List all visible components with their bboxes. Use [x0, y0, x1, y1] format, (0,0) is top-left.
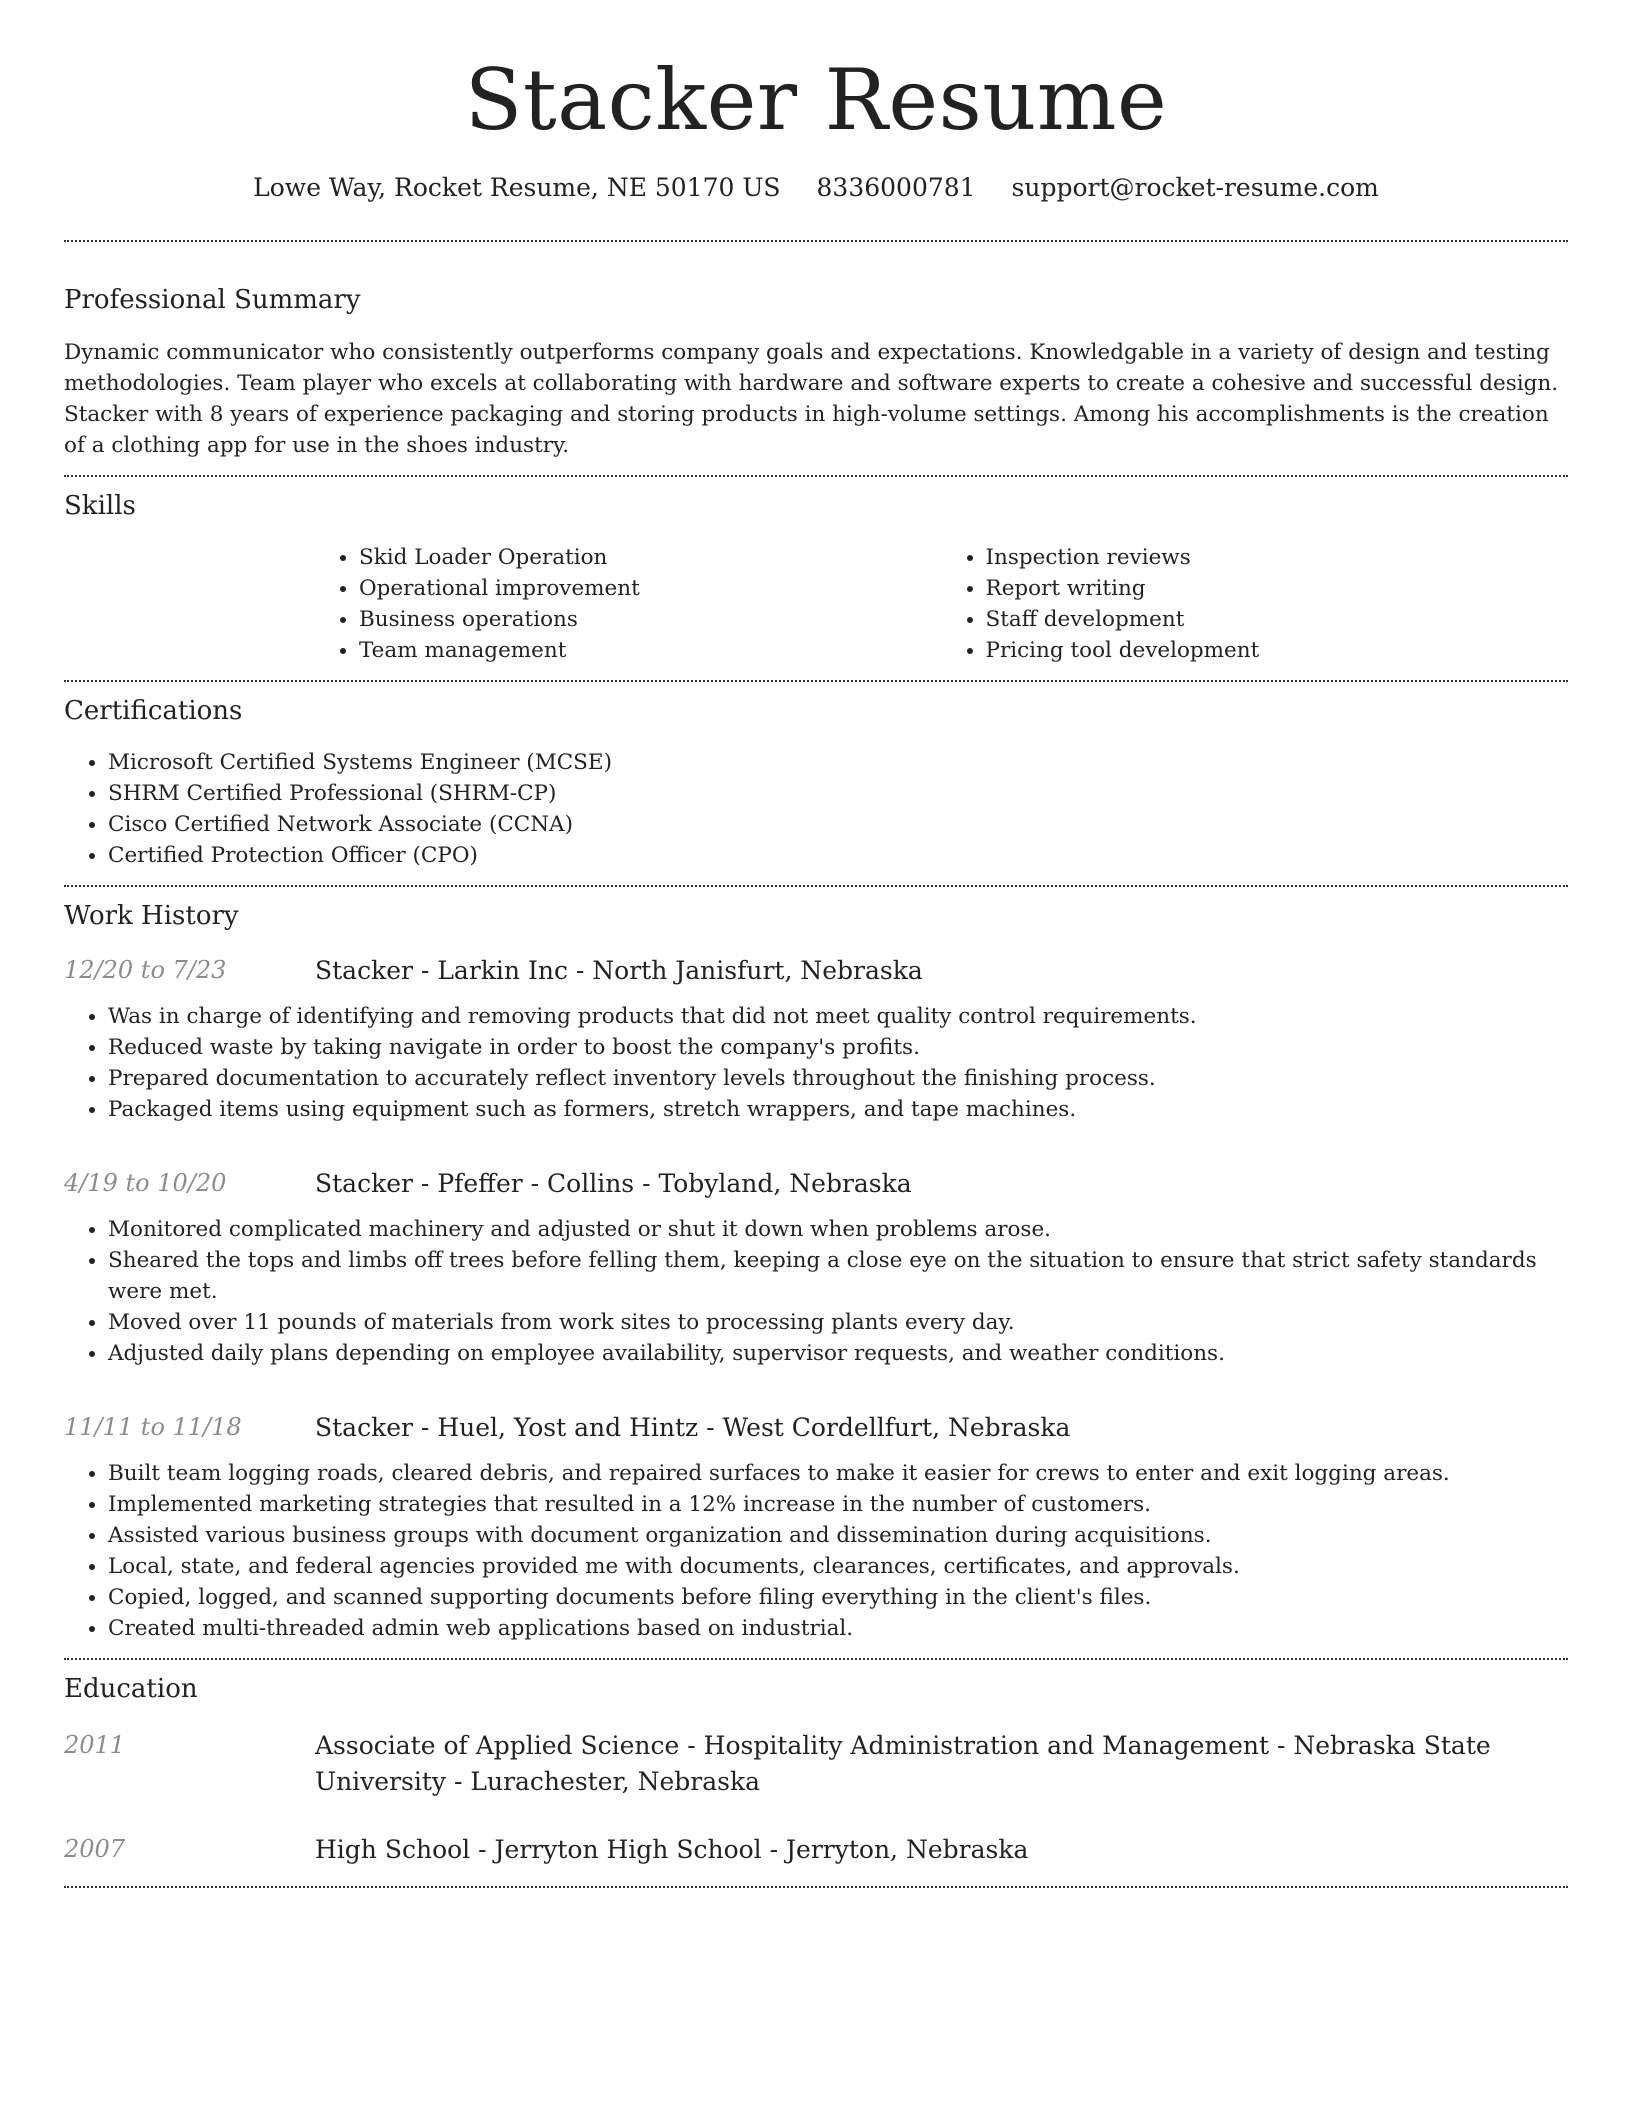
work-history-heading: Work History [64, 901, 239, 931]
list-item: • Sheared the tops and limbs off trees before felling them, keeping a close eye on the situation to ensure that strict safety standards were met. [108, 1245, 1568, 1307]
section-divider [64, 1658, 1568, 1660]
job-header [64, 1166, 1568, 1202]
list-item: • Staff development [986, 604, 1569, 635]
job-dates: 12/20 to 7/23 [64, 956, 227, 984]
job-dates: 4/19 to 10/20 [64, 1169, 227, 1197]
list-item: • Assisted various business groups with document organization and dissemination during acquisitions. [108, 1520, 1568, 1551]
education-year: 2011 [64, 1731, 126, 1759]
job-entry [64, 953, 1568, 1125]
contact-address: Lowe Way, Rocket Resume, NE 50170 US [253, 173, 781, 202]
job-dates: 11/11 to 11/18 [64, 1413, 242, 1441]
summary-heading: Professional Summary [64, 285, 361, 315]
certifications-heading: Certifications [64, 696, 243, 726]
education-entry [64, 1832, 1568, 1868]
list-item: • Monitored complicated machinery and adjusted or shut it down when problems arose. [108, 1214, 1568, 1245]
list-item: • Pricing tool development [986, 635, 1569, 666]
skills-list-left [315, 542, 942, 666]
job-title: Stacker - Pfeffer - Collins - Tobyland, Nebraska [315, 1169, 912, 1198]
list-item: • Microsoft Certified Systems Engineer (MCSE) [108, 747, 1568, 778]
list-item: • Inspection reviews [986, 542, 1569, 573]
education-title: High School - Jerryton High School - Jerryton, Nebraska [315, 1835, 1029, 1864]
job-header [64, 953, 1568, 989]
job-bullets [64, 1001, 1568, 1125]
contact-line [64, 170, 1568, 206]
job-header [64, 1410, 1568, 1446]
job-entry [64, 1166, 1568, 1369]
list-item: • Operational improvement [359, 573, 942, 604]
list-item: • Reduced waste by taking navigate in order to boost the company's profits. [108, 1032, 1568, 1063]
list-item: • Local, state, and federal agencies provided me with documents, clearances, certificates, and approvals. [108, 1551, 1568, 1582]
work-history-section [64, 899, 1568, 1644]
contact-phone: 8336000781 [816, 173, 976, 202]
job-title: Stacker - Huel, Yost and Hintz - West Cordellfurt, Nebraska [315, 1413, 1071, 1442]
job-entry [64, 1410, 1568, 1644]
list-item: • Copied, logged, and scanned supporting documents before filing everything in the client's files. [108, 1582, 1568, 1613]
list-item: • Business operations [359, 604, 942, 635]
section-divider [64, 885, 1568, 887]
skills-section [64, 489, 1568, 666]
resume-name: Stacker Resume [464, 51, 1168, 149]
list-item: • Packaged items using equipment such as formers, stretch wrappers, and tape machines. [108, 1094, 1568, 1125]
job-title: Stacker - Larkin Inc - North Janisfurt, Nebraska [315, 956, 923, 985]
job-bullets [64, 1214, 1568, 1369]
certifications-list [64, 747, 1568, 871]
list-item: • Was in charge of identifying and removing products that did not meet quality control requirements. [108, 1001, 1568, 1032]
summary-text: Dynamic communicator who consistently outperforms company goals and expectations. Knowledgable in a variety of design and testing methodologies. Team player who excels at collaborating with hardware and software experts to create a cohesive and successful design. Stacker with 8 years of experience packaging and storing products in high-volume settings. Among his accomplishments is the creation of a clothing app for use in the shoes industry. [64, 340, 1559, 458]
skills-list-right [942, 542, 1569, 666]
list-item: • Created multi-threaded admin web applications based on industrial. [108, 1613, 1568, 1644]
summary-section [64, 283, 1568, 461]
list-item: • Built team logging roads, cleared debris, and repaired surfaces to make it easier for crews to enter and exit logging areas. [108, 1458, 1568, 1489]
contact-email: support@rocket-resume.com [1011, 173, 1379, 202]
education-title: Associate of Applied Science - Hospitality Administration and Management - Nebraska State University - Lurachester, Nebraska [315, 1731, 1491, 1796]
skills-heading: Skills [64, 491, 136, 521]
list-item: • Team management [359, 635, 942, 666]
list-item: • Prepared documentation to accurately reflect inventory levels throughout the finishing process. [108, 1063, 1568, 1094]
list-item: • Certified Protection Officer (CPO) [108, 840, 1568, 871]
list-item: • Implemented marketing strategies that resulted in a 12% increase in the number of customers. [108, 1489, 1568, 1520]
skills-grid [315, 542, 1568, 666]
list-item: • SHRM Certified Professional (SHRM-CP) [108, 778, 1568, 809]
list-item: • Adjusted daily plans depending on employee availability, supervisor requests, and weather conditions. [108, 1338, 1568, 1369]
certifications-section [64, 694, 1568, 871]
education-year: 2007 [64, 1835, 126, 1863]
section-divider [64, 1886, 1568, 1888]
job-bullets [64, 1458, 1568, 1644]
section-divider [64, 475, 1568, 477]
list-item: • Report writing [986, 573, 1569, 604]
education-heading: Education [64, 1674, 198, 1704]
list-item: • Moved over 11 pounds of materials from work sites to processing plants every day. [108, 1307, 1568, 1338]
education-entry [64, 1728, 1568, 1800]
education-section [64, 1672, 1568, 1868]
list-item: • Skid Loader Operation [359, 542, 942, 573]
section-divider [64, 680, 1568, 682]
list-item: • Cisco Certified Network Associate (CCNA) [108, 809, 1568, 840]
section-divider [64, 240, 1568, 242]
